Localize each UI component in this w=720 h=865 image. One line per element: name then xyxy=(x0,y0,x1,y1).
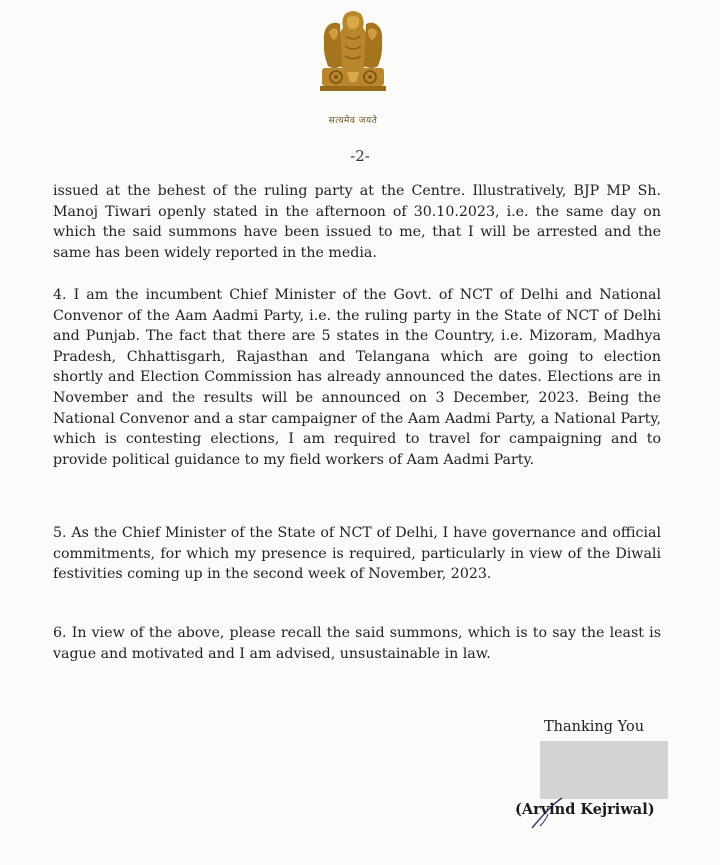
paragraph-continuation: issued at the behest of the ruling party at the Centre. Illustratively, BJP MP Sh. Manoj Tiwari openly stated in the afternoon of 30.10.2023, i.e. the same day on which the said summons have been issued to me, that I will be arrested and the same has been widely reported in the media. xyxy=(53,183,661,261)
emblem-motto: सत्यमेव जयते xyxy=(328,116,378,126)
paragraph-6: 6. In view of the above, please recall the said summons, which is to say the least is vague and motivated and I am advised, unsustainable in law. xyxy=(53,625,661,662)
redacted-signature-box xyxy=(540,741,668,799)
signatory-name: (Arvind Kejriwal) xyxy=(515,801,655,818)
page-number: -2- xyxy=(350,147,370,165)
closing-thanks: Thanking You xyxy=(544,719,645,735)
paragraph-4: 4. I am the incumbent Chief Minister of the Govt. of NCT of Delhi and National Convenor of the Aam Aadmi Party, i.e. the ruling party in the State of NCT of Delhi and Punjab. The fact that there are 5 states in the Country, i.e. Mizoram, Madhya Pradesh, Chhattisgarh, Rajasthan and Telangana which are going to election shortly and Election Commission has already announced the dates. Elections are in November and the results will be announced on 3 December, 2023. Being the National Convenor and a star campaigner of the Aam Aadmi Party, a National Party, which is contesting elections, I am required to travel for campaigning and to provide political guidance to my field workers of Aam Aadmi Party. xyxy=(53,287,661,468)
national-emblem-icon xyxy=(312,6,394,128)
paragraph-5: 5. As the Chief Minister of the State of NCT of Delhi, I have governance and official commitments, for which my presence is required, particularly in view of the Diwali festivities coming up in the second week of November, 2023. xyxy=(53,525,661,583)
